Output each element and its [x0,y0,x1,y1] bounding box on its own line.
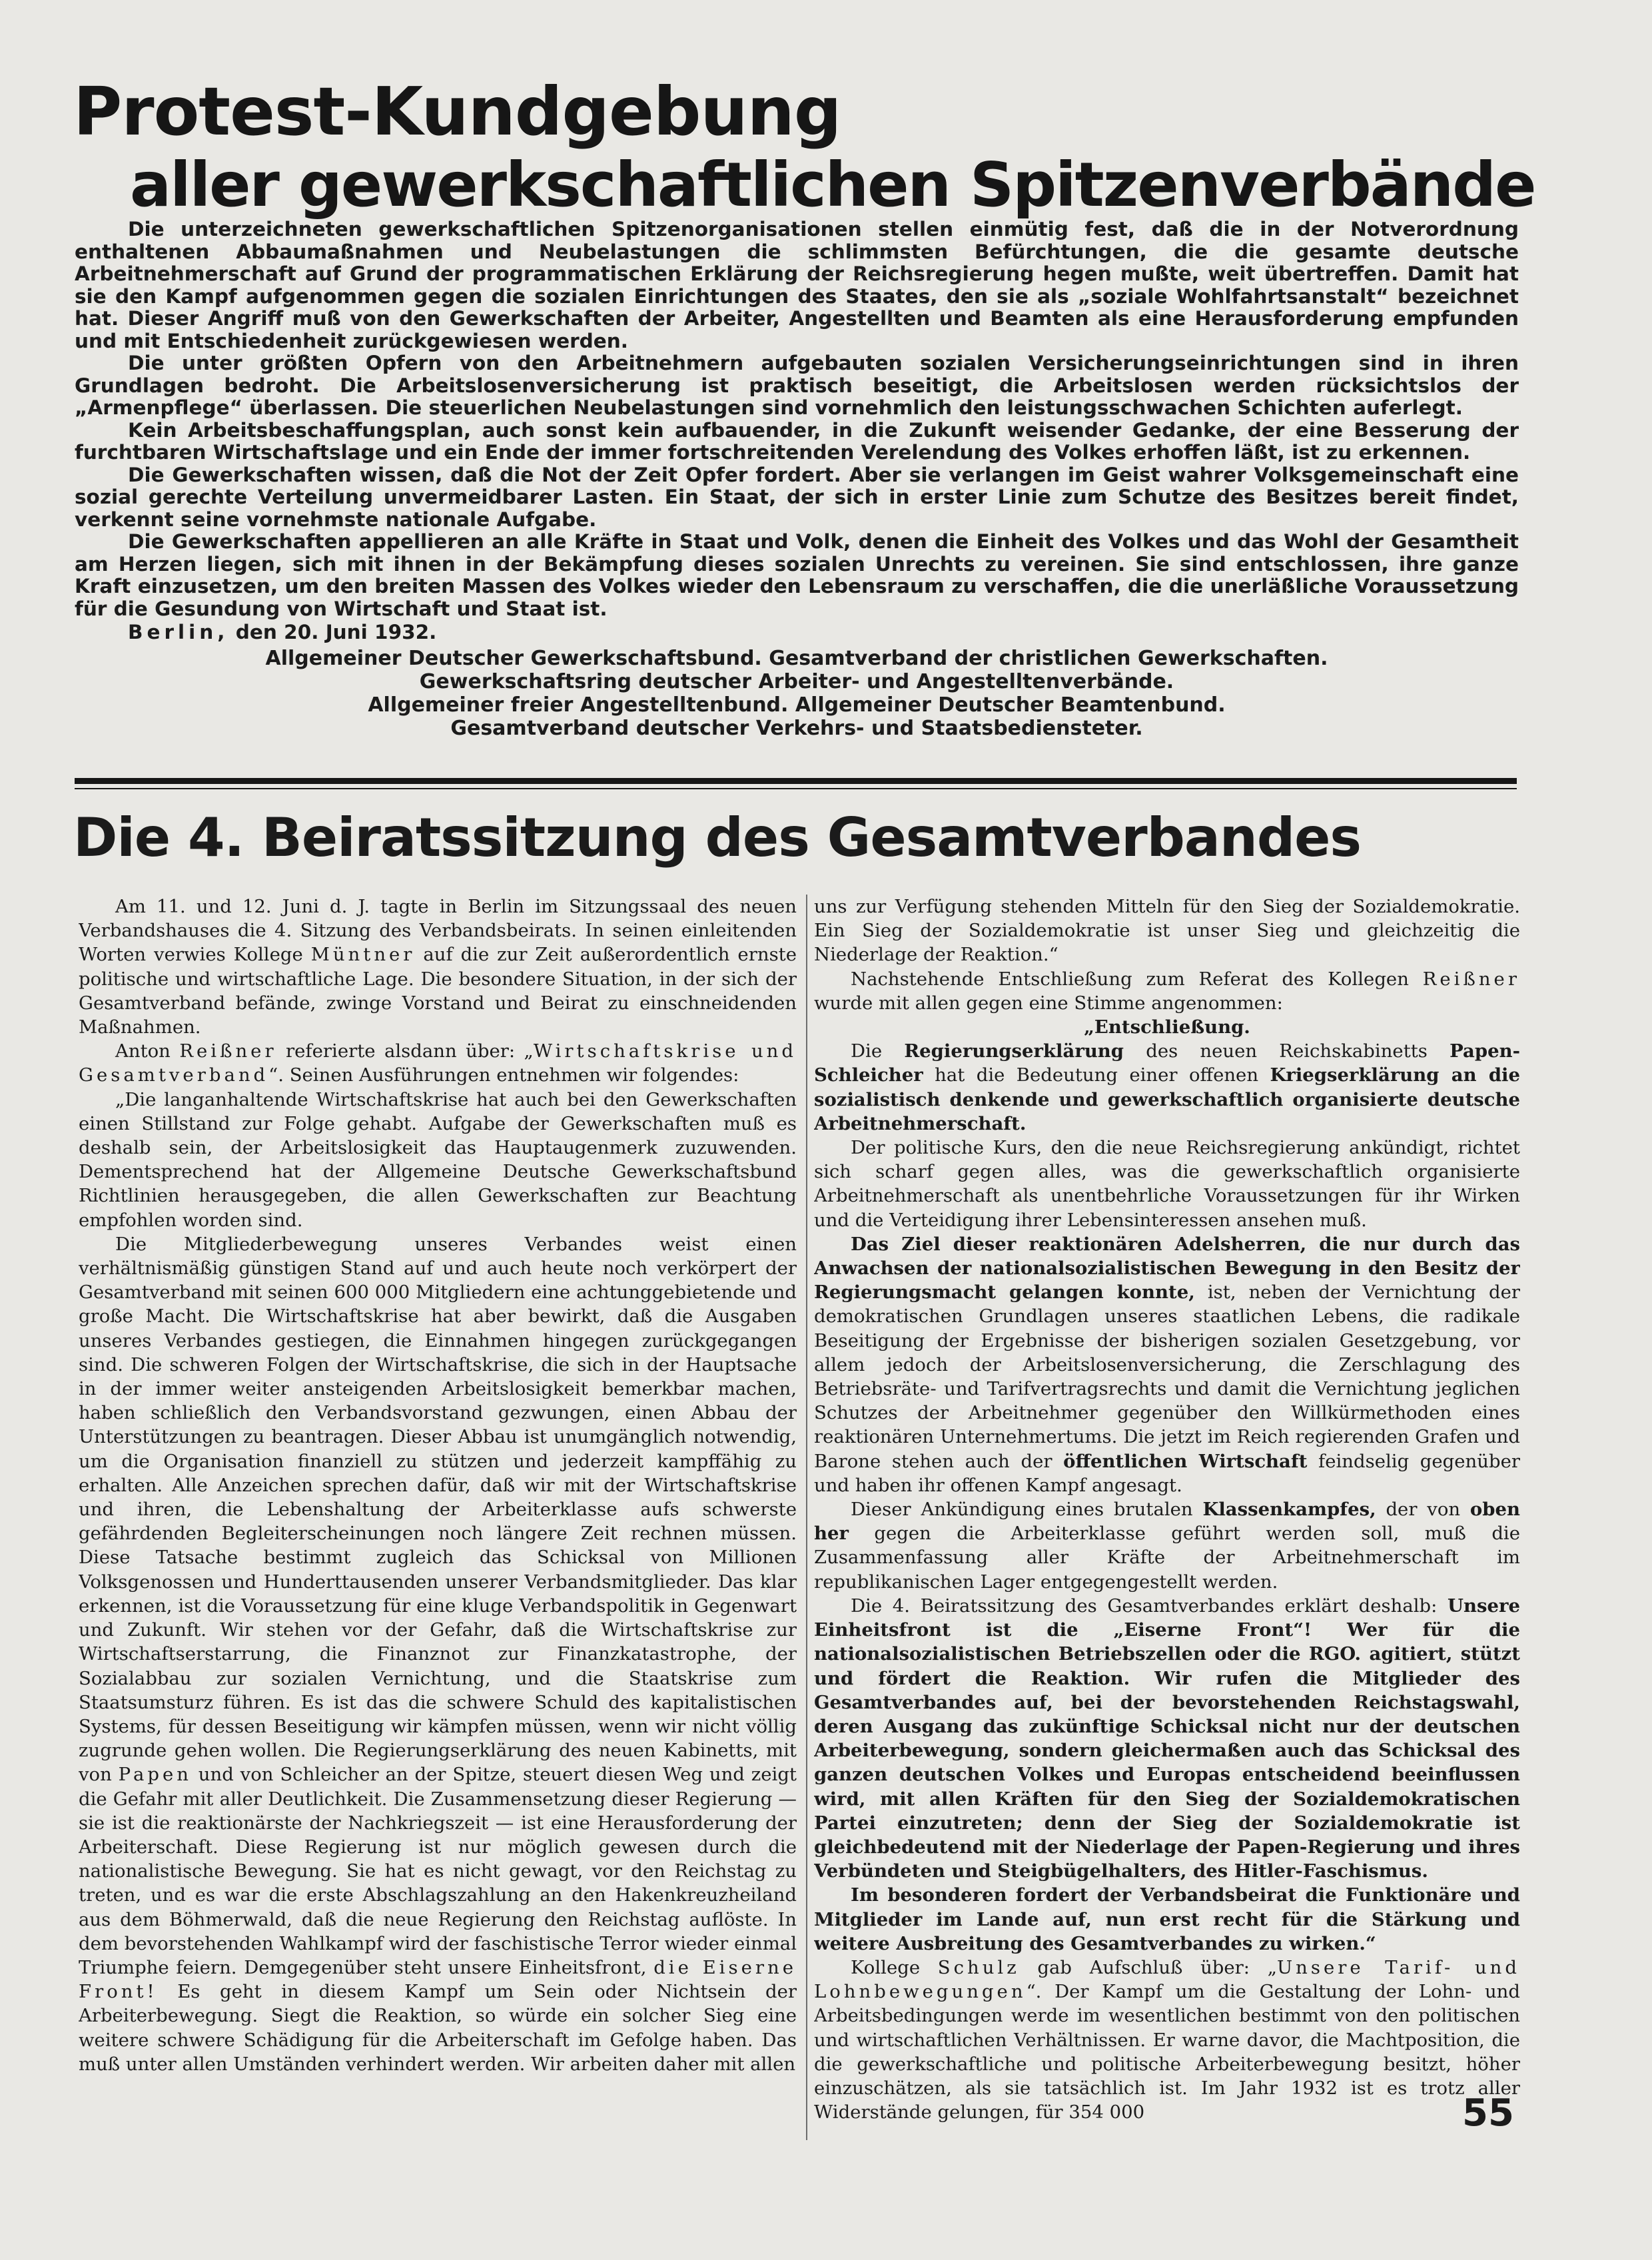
article-column-right [814,895,1520,2147]
protest-paragraph: Kein Arbeitsbeschaffungsplan, auch sonst kein aufbauender, in die Zukunft weisender Gedanke, der eine Besserung der furchtbaren Wirtschaftslage und ein Ende der immer fortschreitenden Verelendung des Volkes erhoffen läßt, ist zu erkennen. [75,418,1519,464]
protest-statement [75,218,1519,740]
protest-date [75,621,1519,644]
text-run: referierte alsdann über: „ [286,1040,534,1062]
text-run: Die 4. Beiratssitzung des Gesamtverbandes erklärt deshalb: [851,1595,1438,1617]
article-paragraph: uns zur Verfügung stehenden Mitteln für den Sieg der Sozialdemokratie. Ein Sieg der Sozialdemokratie ist unser Sieg und gleichzeitig die Niederlage der Reaktion.“ [814,896,1520,966]
text-run: Kollege [851,1956,921,1978]
protest-paragraph: Die Gewerkschaften appellieren an alle Kräfte in Staat und Volk, denen die Einheit des Volkes und das Wohl der Gesamtheit am Herzen liegen, sich mit ihnen in der Bekämpfung dieses sozialen Unrechts zu vereinen. Sie sind entschlossen, ihre ganze Kraft einzusetzen, um den breiten Massen des Volkes wieder den Lebensraum zu verschaffen, die die unerläßliche Voraussetzung für die Gesundung von Wirtschaft und Staat ist. [75,530,1519,620]
protest-paragraph: Die unter größten Opfern von den Arbeitnehmern aufgebauten sozialen Versicherungseinrichtungen sind in ihren Grundlagen bedroht. Die Arbeitslosenversicherung ist praktisch beseitigt, die Arbeitslosen werden rücksichtslos der „Armenpflege“ überlassen. Die steuerlichen Neubelastungen sind vornehmlich den leistungsschwachen Schichten auferlegt. [75,352,1519,419]
emphasis: Papen-Schleicher [814,1040,1520,1086]
person-name: Müntner [310,944,416,966]
text-run: ist, neben der Vernichtung der demokratischen Grundlagen unseres staatlichen Lebens, die radikale Beseitigung der Ergebnisse der bisherigen sozialen Gesetzgebung, vor allem jedoch der Arbeitslosenversicherung, die Zerschlagung des Betriebsräte- und Tarifvertragsrechts und damit die Vernichtung jeglichen Schutzes der Arbeitnehmer gegenüber den Willkürmethoden eines reaktionären Unternehmertums. Die jetzt im Reich regierenden Grafen und Barone stehen auch der [814,1282,1520,1472]
emphasis: Kriegserklärung an die sozialistisch denkende und gewerkschaftlich organisierte deutsche Arbeitnehmerschaft. [814,1064,1520,1134]
text-run: und von Schleicher an der Spitze, steuert diesen Weg und zeigt die Gefahr mit aller Deutlichkeit. Die Zusammensetzung dieser Regierung — sie ist die reaktionärste der Nachkriegszeit — ist eine Herausforderung der Arbeiterschaft. Diese Regierung ist nur möglich gewesen durch die nationalistische Bewegung. Sie hat es nicht gewagt, vor den Reichstag zu treten, und es war die erste Abschlagszahlung an den Hakenkreuzheiland aus dem Böhmerwald, daß die neue Regierung den Reichstag auflöste. In dem bevorstehenden Wahlkampf wird der faschistische Terror wieder einmal Triumphe feiern. Demgegenüber steht unsere Einheitsfront, [79,1764,797,1978]
text-run: auf die zur Zeit außerordentlich ernste politische und wirtschaftliche Lage. Die besondere Situation, in der sich der Gesamtverband befände, zwinge Vorstand und Beirat zu einschneidenden Maßnahmen. [79,944,797,1038]
topic-title: Unsere Tarif- und Lohnbewegungen [814,1956,1520,2003]
article-paragraph [814,1594,1520,1883]
emphasis: Das Ziel dieser reaktionären Adelsherren, die nur durch das Anwachsen der nationalsozialistischen Bewegung in den Besitz der Regierungsmacht gelangen konnte, [814,1233,1520,1304]
article-title: Die 4. Beiratssitzung des Gesamtverbandes [73,807,1361,869]
article-paragraph [814,1039,1520,1136]
text-run: “. Der Kampf um die Gestaltung der Lohn- und Arbeitsbedingungen werde im wesentlichen bestimmt von den politischen und wirtschaftlichen Verhältnissen. Er warne davor, die Machtposition, die die gewerkschaftliche und politische Arbeiterbewegung besitzt, höher einzuschätzen, als sie tatsächlich ist. Im Jahr 1932 ist es trotz aller Widerstände gelungen, für 354 000 [814,1981,1520,2123]
person-name: Papen [118,1764,192,1786]
text-run: wurde mit allen gegen eine Stimme angenommen: [814,992,1283,1014]
text-run: gegen die Arbeiterklasse geführt werden soll, muß die Zusammenfassung aller Kräfte der Arbeitnehmerschaft im republikanischen Lager entgegengestellt werden. [814,1523,1520,1593]
text-run: Die Mitgliederbewegung unseres Verbandes weist einen verhältnismäßig günstigen Stand auf und auch heute noch verkörpert der Gesamtverband mit seinen 600 000 Mitgliedern eine achtunggebietende und große Macht. Die Wirtschaftskrise hat aber bewirkt, daß die Ausgaben unseres Verbandes gestiegen, die Einnahmen hingegen zurückgegangen sind. Die schweren Folgen der Wirtschaftskrise, die sich in der Hauptsache in der immer weiter ansteigenden Arbeitslosigkeit bemerkbar machen, haben schließlich den Verbandsvorstand gezwungen, einen Abbau der Unterstützungen zu beantragen. Dieser Abbau ist unumgänglich notwendig, um die Organisation finanziell zu stützen und jederzeit kampffähig zu erhalten. Alle Anzeichen sprechen dafür, daß wir mit der Wirtschaftskrise und ihren, die Lebenshaltung der Arbeiterklasse aufs schwerste gefährdenden Begleiterscheinungen noch längere Zeit rechnen müssen. Diese Tatsache bestimmt zugleich das Schicksal von Millionen Volksgenossen und Hunderttausenden unserer Verbandsmitglieder. Das klar erkennen, ist die Voraussetzung für eine kluge Verbandspolitik in Gegenwart und Zukunft. Wir stehen vor der Gefahr, daß die Wirtschaftskrise zur Wirtschaftserstarrung, die Finanznot zur Finanzkatastrophe, der Sozialabbau zur sozialen Vernichtung, und die Staatskrise zum Staatsumsturz führen. Es ist das die schwere Schuld des kapitalistischen Systems, für dessen Beseitigung wir kämpfen müssen, wenn wir nicht völlig zugrunde gehen wollen. Die Regierungserklärung des neuen Kabinetts, mit von [79,1233,797,1786]
article-paragraph [79,1232,797,2076]
emphasis: Klassenkampfes, [1202,1499,1376,1521]
text-run: hat die Bedeutung einer offenen [935,1064,1259,1086]
article-paragraph: Der politische Kurs, den die neue Reichsregierung ankündigt, richtet sich scharf gegen alles, was die gewerkschaftlich organisierte Arbeitnehmerschaft als unentbehrliche Voraussetzungen für ihr Wirken und die Verteidigung ihrer Lebensinteressen ansehen muß. [814,1137,1520,1231]
section-divider-thick [75,778,1517,784]
article-paragraph [814,1956,1520,2124]
article-paragraph [814,1497,1520,1594]
protest-paragraph: Die unterzeichneten gewerkschaftlichen Spitzenorganisationen stellen einmütig fest, daß die in der Notverordnung enthaltenen Abbaumaßnahmen und Neubelastungen die schlimmsten Befürchtungen, die die gesamte deutsche Arbeitnehmerschaft auf Grund der programmatischen Erklärung der Reichsregierung hegen mußte, weit übertreffen. Damit hat sie den Kampf aufgenommen gegen die sozialen Einrichtungen des Staates, den sie als „soziale Wohlfahrtsanstalt“ bezeichnet hat. Dieser Angriff muß von den Gewerkschaften der Arbeiter, Angestellten und Beamten als eine Herausforderung empfunden und mit Entschiedenheit zurückgewiesen werden. [75,218,1519,352]
text-run: gab Aufschluß über: „ [1037,1956,1277,1978]
person-name: Schulz [937,1956,1020,1978]
text-run: Es geht in diesem Kampf um Sein oder Nichtsein der Arbeiterbewegung. Siegt die Reaktion, so würde ein solcher Sieg eine weitere schwere Schädigung für die Arbeiterschaft im Gefolge haben. Das muß unter allen Umständen verhindert werden. Wir arbeiten daher mit allen [79,1981,797,2075]
column-divider [806,895,807,2140]
section-divider-thin [75,788,1517,789]
article-paragraph [814,967,1520,1015]
text-run: Dieser Ankündigung eines brutalen [851,1499,1193,1521]
article-paragraph [79,895,797,1039]
resolution-title: „Entschließung. [1084,1016,1250,1038]
protest-paragraph: Die Gewerkschaften wissen, daß die Not der Zeit Opfer fordert. Aber sie verlangen im Geist wahrer Volksgemeinschaft eine sozial gerechte Verteilung unvermeidbarer Lasten. Ein Staat, der sich in erster Linie zum Schutze des Besitzes bereit findet, verkennt seine vornehmste nationale Aufgabe. [75,463,1519,531]
signer-line: Gesamtverband deutscher Verkehrs- und Staatsbediensteter. [450,716,1143,740]
signer-line: Gewerkschaftsring deutscher Arbeiter- und Angestelltenverbände. [419,669,1174,693]
headline-line-1: Protest-Kundgebung [73,73,841,151]
headline-line-2: aller gewerkschaftlichen Spitzenverbände [130,149,1535,220]
text-run: des neuen Reichskabinetts [1146,1040,1428,1062]
article-paragraph [814,1232,1520,1497]
signers-block [75,647,1519,740]
emphasis: Unsere Einheitsfront ist die „Eiserne Front“! Wer für die nationalsozialistischen Betriebszellen oder die RGO. agitiert, stützt und fördert die Reaktion. Wir rufen die Mitglieder des Gesamtverbandes auf, bei der bevorstehenden Reichstagswahl, deren Ausgang das zukünftige Schicksal nicht nur der deutschen Arbeiterbewegung, sondern gleichermaßen auch das Schicksal des ganzen deutschen Volkes und Europas entscheidend beeinflussen wird, mit allen Kräften für den Sieg der Sozialdemokratischen Partei einzutreten; denn der Sieg der Sozialdemokratie ist gleichbedeutend mit der Niederlage der Papen-Regierung und ihres Verbündeten und Steigbügelhalters, des Hitler-Faschismus. [814,1595,1520,1882]
emphasis: Regierungserklärung [904,1040,1124,1062]
text-run: Die [851,1040,883,1062]
text-run: Nachstehende Entschließung zum Referat des Kollegen [851,968,1409,990]
date-place: Berlin, [128,621,229,643]
emphasis: die Eiserne Front! [79,1956,797,2003]
signer-line: Allgemeiner freier Angestelltenbund. Allgemeiner Deutscher Beamtenbund. [368,693,1226,717]
text-run: Anton [115,1040,171,1062]
article-paragraph [79,1039,797,1087]
date-text: den 20. Juni 1932. [235,621,437,643]
signer-line: Allgemeiner Deutscher Gewerkschaftsbund. Gesamtverband der christlichen Gewerkschaften. [265,646,1328,670]
emphasis: öffentlichen Wirtschaft [1063,1450,1308,1472]
text-run: feindselig gegenüber und haben ihr offenen Kampf angesagt. [814,1450,1520,1496]
page-number: 55 [1462,2091,1514,2135]
text-run: Am 11. und 12. Juni d. J. tagte in Berlin im Sitzungssaal des neuen Verbandshauses die 4. Sitzung des Verbandsbeirats. In seinen einleitenden Worten verwies Kollege [79,896,797,966]
article-column-left [79,895,797,2147]
person-name: Reißner [179,1040,277,1062]
article-paragraph: Im besonderen fordert der Verbandsbeirat die Funktionäre und Mitglieder im Lande auf, nun erst recht für die Stärkung und weitere Ausbreitung des Gesamtverbandes zu wirken.“ [814,1884,1520,1954]
text-run: der von [1386,1499,1461,1521]
person-name: Reißner [1422,968,1520,990]
text-run: “. Seinen Ausführungen entnehmen wir folgendes: [268,1064,739,1086]
emphasis: oben her [814,1499,1520,1545]
topic-title: Wirtschaftskrise und Gesamtverband [79,1040,797,1086]
article-paragraph: „Die langanhaltende Wirtschaftskrise hat auch bei den Gewerkschaften einen Stillstand zur Folge gehabt. Aufgabe der Gewerkschaften muß es deshalb sein, der Arbeitslosigkeit das Hauptaugenmerk zuzuwenden. Dementsprechend hat der Allgemeine Deutsche Gewerkschaftsbund Richtlinien herausgegeben, die allen Gewerkschaften zur Beachtung empfohlen worden sind. [79,1088,797,1231]
